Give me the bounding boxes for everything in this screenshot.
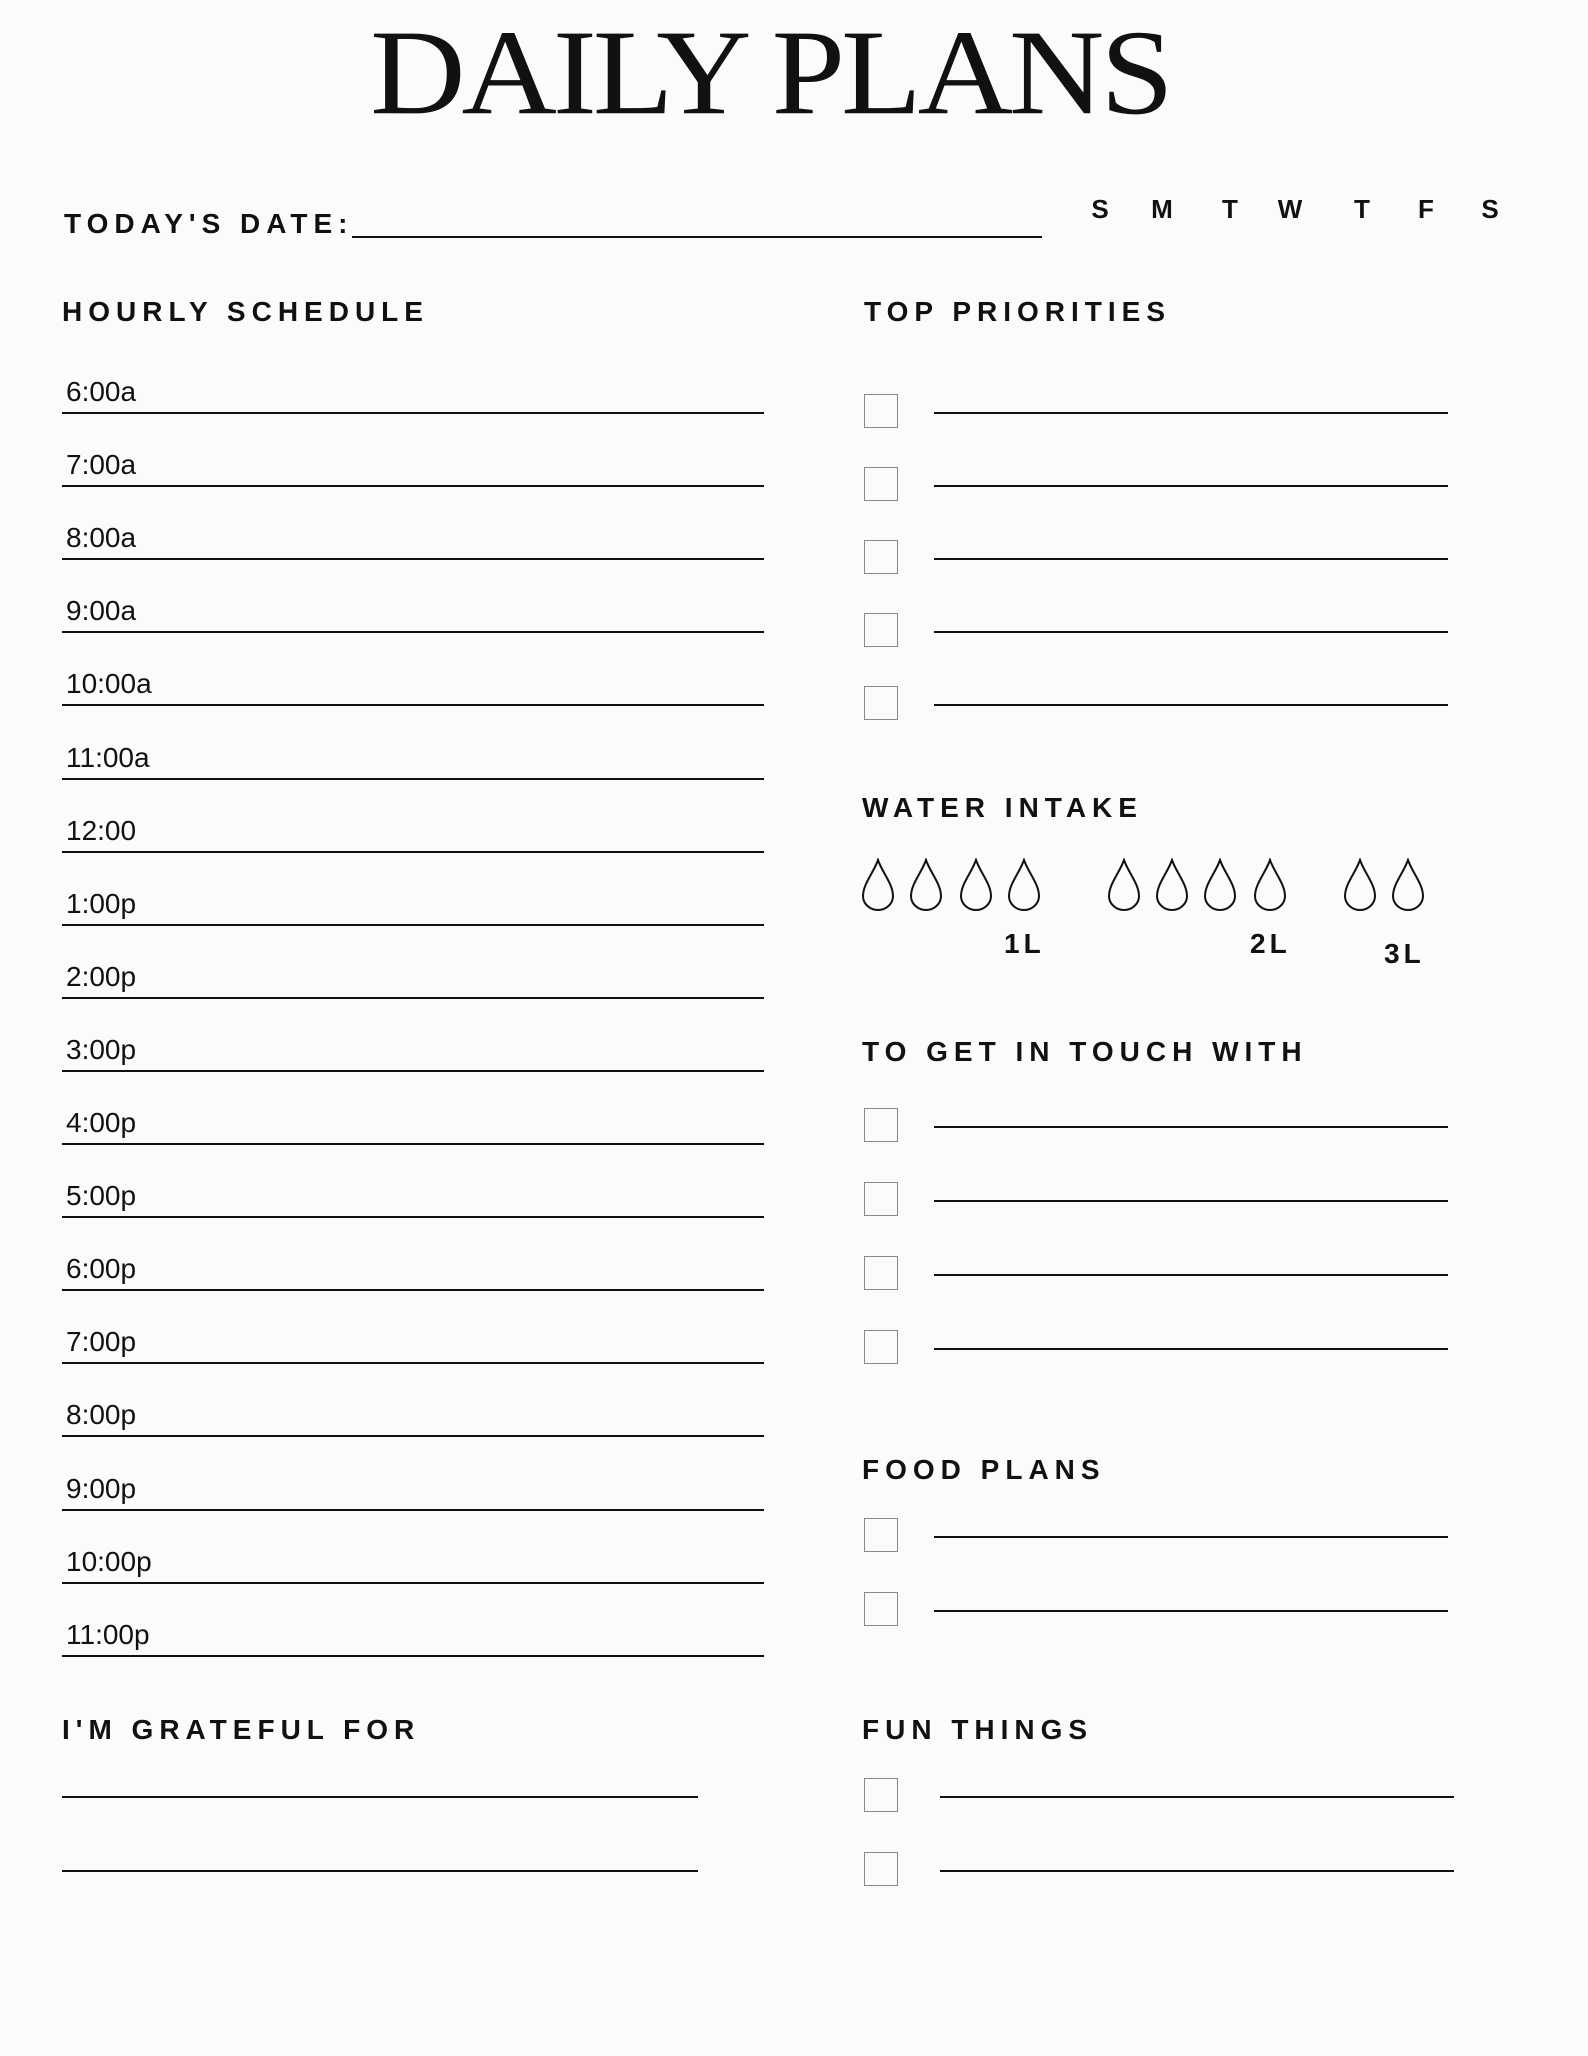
priority-checkbox[interactable] [864,394,898,428]
hour-entry-line[interactable] [62,778,764,780]
fun-checkbox[interactable] [864,1852,898,1886]
hour-entry-line[interactable] [62,1216,764,1218]
food-entry-line[interactable] [934,1610,1448,1612]
hour-entry-line[interactable] [62,1582,764,1584]
hour-entry-line[interactable] [62,1070,764,1072]
contact-entry-line[interactable] [934,1274,1448,1276]
hour-entry-line[interactable] [62,1655,764,1657]
water-intake-heading: WATER INTAKE [862,792,1143,823]
grateful-heading: I'M GRATEFUL FOR [62,1714,421,1745]
hour-entry-line[interactable] [62,485,764,487]
page-title: DAILY PLANS [370,4,1170,140]
water-marker-3l: 3L [1384,938,1425,969]
hour-entry-line[interactable] [62,704,764,706]
fun-checkbox[interactable] [864,1778,898,1812]
water-drop-icon[interactable] [1154,858,1190,912]
hour-entry-line[interactable] [62,851,764,853]
water-drop-icon[interactable] [1252,858,1288,912]
priority-entry-line[interactable] [934,558,1448,560]
hour-entry-line[interactable] [62,1143,764,1145]
hour-label: 12:00 [66,815,137,846]
day-wednesday[interactable]: W [1277,194,1303,224]
food-entry-line[interactable] [934,1536,1448,1538]
water-drop-icon[interactable] [908,858,944,912]
water-drop-icon[interactable] [958,858,994,912]
hour-entry-line[interactable] [62,631,764,633]
hour-label: 8:00p [66,1399,137,1430]
food-checkbox[interactable] [864,1592,898,1626]
hour-entry-line[interactable] [62,1362,764,1364]
hour-label: 11:00p [66,1619,150,1650]
water-drop-icon[interactable] [1342,858,1378,912]
priority-checkbox[interactable] [864,613,898,647]
water-drop-icon[interactable] [860,858,896,912]
priority-checkbox[interactable] [864,686,898,720]
priority-entry-line[interactable] [934,631,1448,633]
hour-label: 9:00p [66,1473,137,1504]
contact-entry-line[interactable] [934,1126,1448,1128]
contact-checkbox[interactable] [864,1330,898,1364]
hour-label: 5:00p [66,1180,137,1211]
hourly-schedule-heading: HOURLY SCHEDULE [62,296,429,327]
hour-entry-line[interactable] [62,558,764,560]
hour-label: 7:00p [66,1326,137,1357]
hour-entry-line[interactable] [62,1435,764,1437]
hour-label: 2:00p [66,961,137,992]
contact-checkbox[interactable] [864,1108,898,1142]
hour-label: 7:00a [66,449,137,480]
todays-date-field[interactable] [352,236,1042,238]
contact-entry-line[interactable] [934,1348,1448,1350]
grateful-entry-line[interactable] [62,1796,698,1798]
water-drop-icon[interactable] [1202,858,1238,912]
water-marker-1l: 1L [1004,928,1045,959]
priority-entry-line[interactable] [934,412,1448,414]
day-tuesday[interactable]: T [1222,194,1238,224]
water-marker-2l: 2L [1250,928,1291,959]
hour-label: 6:00a [66,376,137,407]
grateful-entry-line[interactable] [62,1870,698,1872]
day-friday[interactable]: F [1418,194,1434,224]
priority-checkbox[interactable] [864,540,898,574]
hour-entry-line[interactable] [62,997,764,999]
contact-checkbox[interactable] [864,1256,898,1290]
water-drop-icon[interactable] [1106,858,1142,912]
hour-label: 1:00p [66,888,137,919]
fun-things-heading: FUN THINGS [862,1714,1094,1745]
priority-entry-line[interactable] [934,485,1448,487]
hour-entry-line[interactable] [62,412,764,414]
food-checkbox[interactable] [864,1518,898,1552]
food-plans-heading: FOOD PLANS [862,1454,1106,1485]
hour-label: 10:00p [66,1546,152,1577]
hour-entry-line[interactable] [62,1509,764,1511]
hour-label: 9:00a [66,595,137,626]
contact-checkbox[interactable] [864,1182,898,1216]
day-sunday[interactable]: S [1091,194,1109,224]
water-drop-icon[interactable] [1390,858,1426,912]
water-drop-icon[interactable] [1006,858,1042,912]
contact-entry-line[interactable] [934,1200,1448,1202]
todays-date-label: TODAY'S DATE: [64,208,354,239]
fun-entry-line[interactable] [940,1796,1454,1798]
day-monday[interactable]: M [1151,194,1173,224]
hour-label: 11:00a [66,742,150,773]
hour-label: 8:00a [66,522,137,553]
top-priorities-heading: TOP PRIORITIES [864,296,1172,327]
hour-label: 6:00p [66,1253,137,1284]
hour-label: 3:00p [66,1034,137,1065]
get-in-touch-heading: TO GET IN TOUCH WITH [862,1036,1308,1067]
priority-entry-line[interactable] [934,704,1448,706]
priority-checkbox[interactable] [864,467,898,501]
hour-entry-line[interactable] [62,1289,764,1291]
hour-label: 10:00a [66,668,152,699]
hour-label: 4:00p [66,1107,137,1138]
day-saturday[interactable]: S [1481,194,1499,224]
day-thursday[interactable]: T [1354,194,1370,224]
hour-entry-line[interactable] [62,924,764,926]
fun-entry-line[interactable] [940,1870,1454,1872]
